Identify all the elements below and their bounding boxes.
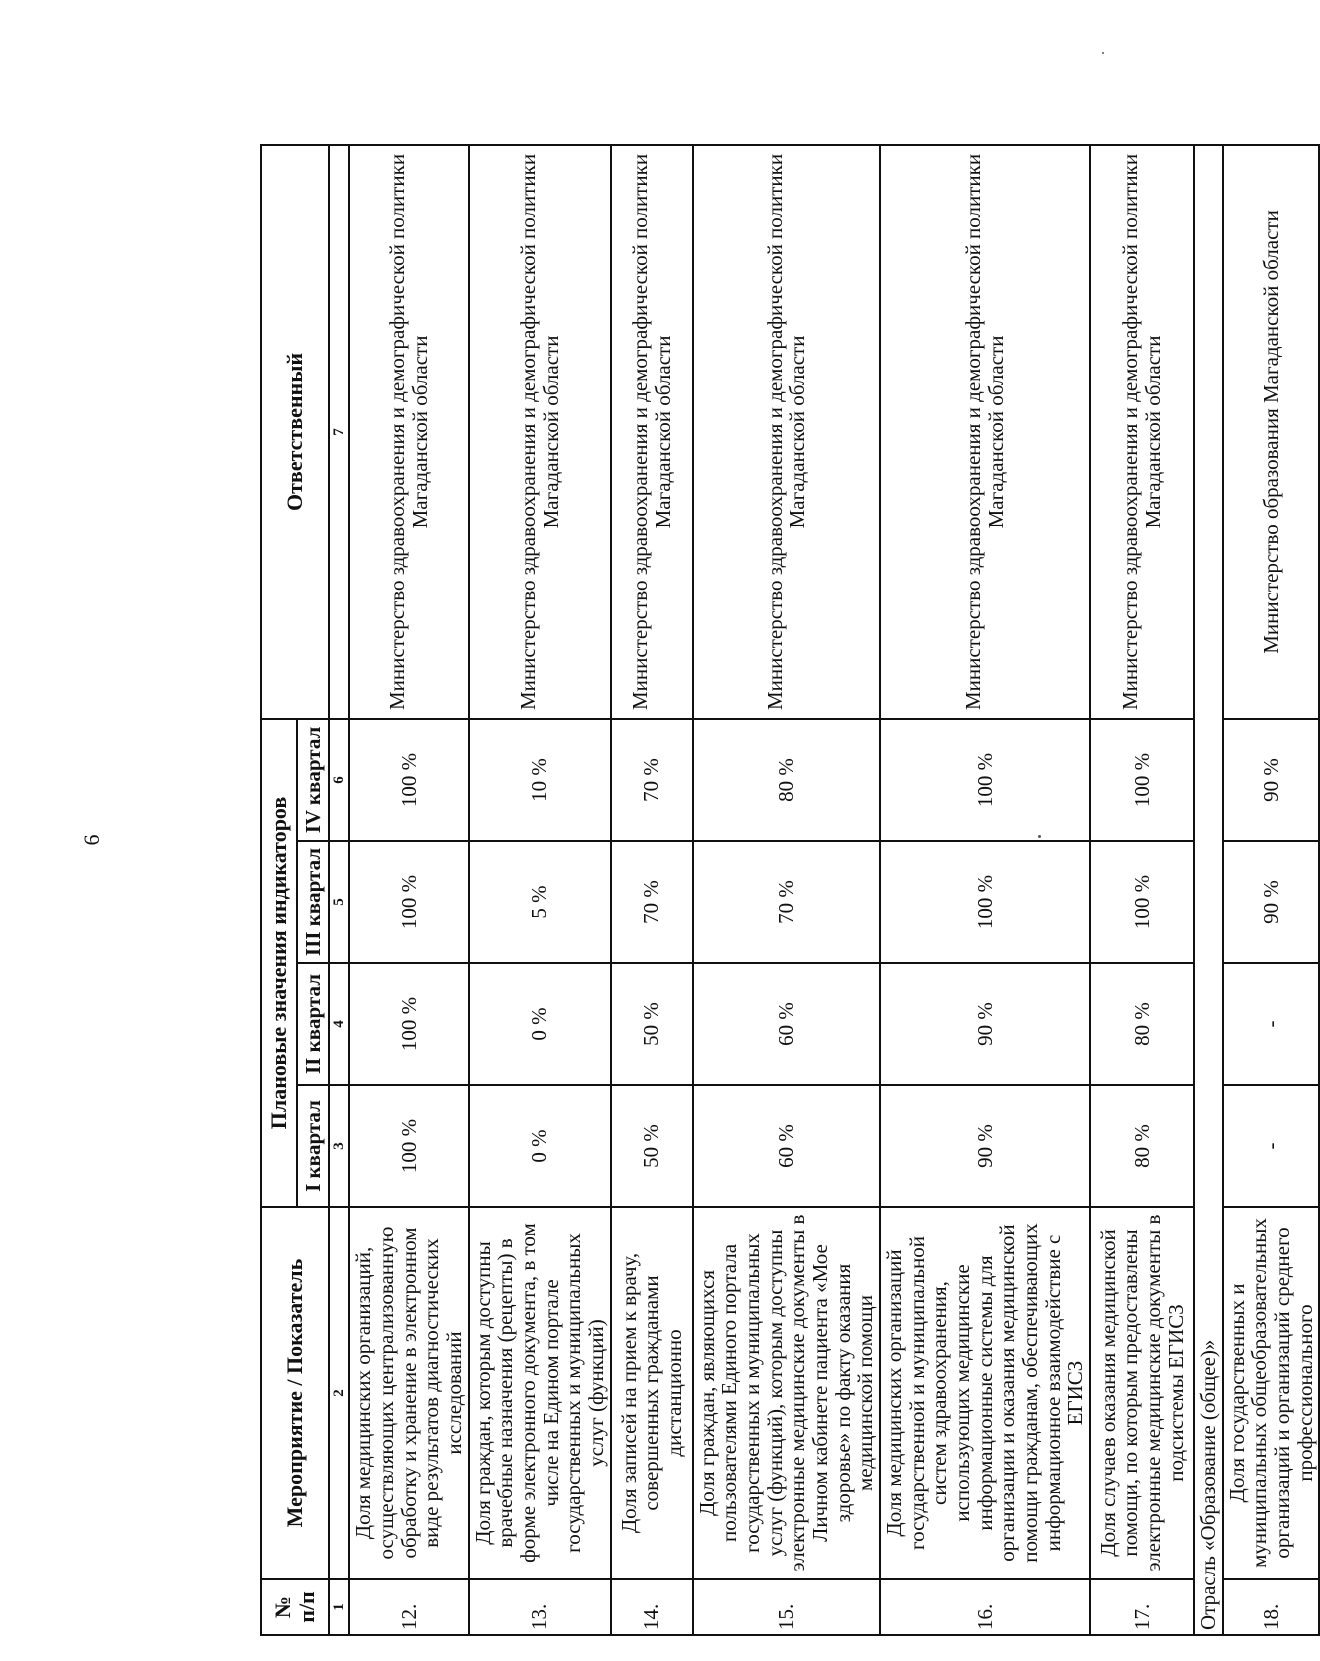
row-q3-value: 100 % [349,841,468,963]
row-q1-value: 80 % [1090,1085,1194,1207]
row-q3-value: 100 % [880,841,1090,963]
column-number: 7 [329,145,349,719]
row-q2-value: - [1223,963,1320,1085]
scan-speck [1038,835,1041,838]
row-number: 12. [349,1579,468,1635]
row-description: Доля записей на прием к врачу, совершенных гражданами дистанционно [611,1207,693,1579]
row-responsible: Министерство здравоохранения и демографической политики Магаданской области [880,145,1090,719]
row-q1-value: 60 % [693,1085,880,1207]
row-q1-value: 50 % [611,1085,693,1207]
row-number: 17. [1090,1579,1194,1635]
row-description: Доля случаев оказания медицинской помощи, по которым предоставлены электронные медицинские документы в подсистемы ЕГИСЗ [1090,1207,1194,1579]
scan-speck [1102,52,1104,54]
row-q3-value: 90 % [1223,841,1320,963]
row-description: Доля граждан, являющихся пользователями Единого портала государственных и муниципальных услуг (функций), которым доступны электронные медицинские документы в Личном кабинете пациента «Мое здоровье» по факту оказания медицинской помощи [693,1207,880,1579]
page-number: 6 [79,834,104,846]
row-number: 14. [611,1579,693,1635]
row-q2-value: 100 % [349,963,468,1085]
header-q3: III квартал [297,841,329,963]
column-number: 2 [329,1207,349,1579]
table-row [693,145,880,1635]
column-number: 5 [329,841,349,963]
header-num: № п/п [261,1579,329,1635]
indicators-table [260,144,1320,1636]
row-q1-value: 0 % [469,1085,611,1207]
table-row [611,145,693,1635]
row-q2-value: 80 % [1090,963,1194,1085]
row-number: 18. [1223,1579,1320,1635]
row-q2-value: 90 % [880,963,1090,1085]
row-q1-value: 100 % [349,1085,468,1207]
rotated-page-content [260,146,1317,1636]
row-number: 13. [469,1579,611,1635]
row-description: Доля медицинских организаций государственной и муниципальной систем здравоохранения, использующих медицинские информационные системы для организации и оказания медицинской помощи гражданам, обеспечивающих информационное взаимодействие с ЕГИСЗ [880,1207,1090,1579]
row-q1-value: 90 % [880,1085,1090,1207]
row-q2-value: 50 % [611,963,693,1085]
row-description: Доля медицинских организаций, осуществляющих централизованную обработку и хранение в электронном виде результатов диагностических исследований [349,1207,468,1579]
section-row [1194,145,1223,1635]
row-number: 16. [880,1579,1090,1635]
header-q4: IV квартал [297,719,329,841]
row-q4-value: 100 % [349,719,468,841]
column-number: 1 [329,1579,349,1635]
row-responsible: Министерство здравоохранения и демографической политики Магаданской области [1090,145,1194,719]
column-number: 6 [329,719,349,841]
row-q4-value: 100 % [880,719,1090,841]
row-q3-value: 70 % [611,841,693,963]
table-row [469,145,611,1635]
column-number: 3 [329,1085,349,1207]
row-q4-value: 70 % [611,719,693,841]
header-q1: I квартал [297,1085,329,1207]
header-q2: II квартал [297,963,329,1085]
row-q3-value: 100 % [1090,841,1194,963]
row-number: 15. [693,1579,880,1635]
header-event: Мероприятие / Показатель [261,1207,329,1579]
row-q2-value: 60 % [693,963,880,1085]
header-responsible: Ответственный [261,145,329,719]
row-responsible: Министерство здравоохранения и демографической политики Магаданской области [349,145,468,719]
column-number: 4 [329,963,349,1085]
row-q3-value: 5 % [469,841,611,963]
section-label: Отрасль «Образование (общее)» [1194,145,1223,1635]
row-q4-value: 10 % [469,719,611,841]
row-responsible: Министерство здравоохранения и демографической политики Магаданской области [693,145,880,719]
row-responsible: Министерство образования Магаданской области [1223,145,1320,719]
row-q4-value: 100 % [1090,719,1194,841]
row-q2-value: 0 % [469,963,611,1085]
table-row [1223,145,1320,1635]
header-planned-values: Плановые значения индикаторов [261,719,297,1207]
row-q4-value: 80 % [693,719,880,841]
row-q4-value: 90 % [1223,719,1320,841]
table-row [880,145,1090,1635]
row-q3-value: 70 % [693,841,880,963]
row-responsible: Министерство здравоохранения и демографической политики Магаданской области [611,145,693,719]
table-row [1090,145,1194,1635]
row-responsible: Министерство здравоохранения и демографической политики Магаданской области [469,145,611,719]
row-description: Доля граждан, которым доступны врачебные назначения (рецепты) в форме электронного документа, в том числе на Едином портале государственных и муниципальных услуг (функций) [469,1207,611,1579]
header-row-1 [261,145,297,1635]
row-description: Доля государственных и муниципальных общеобразовательных организаций и организаций среднего профессионального [1223,1207,1320,1579]
column-numbers-row [329,145,349,1635]
table-row [349,145,468,1635]
row-q1-value: - [1223,1085,1320,1207]
